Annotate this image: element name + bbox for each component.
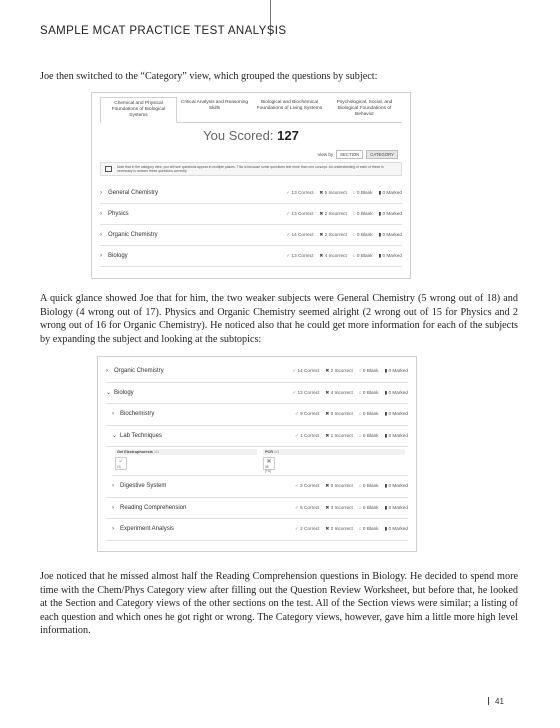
subtopic-row-biochemistry[interactable] — [106, 404, 408, 426]
category-note — [100, 162, 402, 176]
chevron-right-icon: › — [112, 483, 114, 490]
marked-count: ▮ 0 Marked — [385, 411, 408, 417]
subtopic-gel-electrophoresis — [112, 447, 260, 475]
subtopic-name: Lab Techniques — [120, 432, 162, 439]
subtopic-row-experiment-analysis[interactable] — [106, 519, 408, 541]
incorrect-count: ✖ 5 Incorrect — [319, 190, 346, 196]
correct-count: ✓ 13 Correct — [286, 253, 313, 259]
category-view-button[interactable]: CATEGORY — [366, 150, 398, 159]
incorrect-count: ✖ 2 Incorrect — [319, 232, 346, 238]
category-stats — [286, 211, 402, 217]
marked-count: ▮ 0 Marked — [379, 211, 402, 217]
subtopic-stats — [295, 433, 408, 439]
category-name: Physics — [108, 211, 129, 217]
paragraph-analysis: A quick glance showed Joe that for him, the two weaker subjects were General Chemistry (5 wrong out of 18) and Biology (4 wrong out of 17). Physics and Organic Chemistry seemed alright (2 wrong out of 15 for Physics and 2 wrong out of 16 for Organic Chemistry). He noticed also that he could get more information for each of the subjects by expanding the subject and looking at the subtopics: — [40, 293, 518, 345]
chevron-right-icon: › — [112, 504, 114, 511]
incorrect-count: ✖ 2 Incorrect — [325, 368, 352, 374]
category-stats — [292, 368, 408, 374]
subtopic-stats — [295, 526, 408, 532]
chevron-right-icon: › — [100, 190, 102, 196]
blank-count: ○ 0 Blank — [359, 390, 379, 396]
blank-count: ○ 0 Blank — [353, 190, 373, 196]
marked-count: ▮ 0 Marked — [379, 190, 402, 196]
blank-count: ○ 0 Blank — [359, 526, 379, 532]
blank-count: ○ 0 Blank — [353, 253, 373, 259]
marked-count: ▮ 0 Marked — [385, 390, 408, 396]
subtopic-pcr — [260, 447, 408, 475]
blank-count: ○ 0 Blank — [359, 505, 379, 511]
marked-count: ▮ 0 Marked — [385, 483, 408, 489]
section-tabs — [100, 97, 402, 123]
check-icon: ✓ — [118, 459, 124, 465]
incorrect-count: ✖ 3 Incorrect — [325, 505, 352, 511]
blank-count: ○ 0 Blank — [353, 211, 373, 217]
tab-chem-phys[interactable]: Chemical and Physical Foundations of Biological Systems — [100, 97, 177, 123]
correct-count: ✓ 13 Correct — [286, 190, 313, 196]
subtopic-stats — [295, 505, 408, 511]
tab-cars[interactable]: Critical Analysis and Reasoning Skills — [180, 100, 249, 111]
correct-count: ✓ 14 Correct — [292, 368, 319, 374]
chevron-right-icon: › — [112, 526, 114, 533]
subtopic-row-lab-techniques[interactable] — [106, 426, 408, 448]
subtopic-name: Experiment Analysis — [120, 526, 175, 533]
category-stats — [286, 232, 402, 238]
chevron-down-icon: ⌄ — [112, 433, 118, 440]
incorrect-count: ✖ 1 Incorrect — [325, 433, 352, 439]
blank-count: ○ 0 Blank — [359, 368, 379, 374]
running-head: SAMPLE MCAT PRACTICE TEST ANALYSIS — [40, 25, 287, 37]
folio-rule — [488, 697, 489, 705]
chevron-right-icon: › — [106, 368, 108, 375]
correct-count: ✓ 13 Correct — [292, 390, 319, 396]
marked-count: ▮ 0 Marked — [379, 253, 402, 259]
subtopic-row-digestive-system[interactable] — [106, 476, 408, 498]
subtopic-list — [106, 361, 408, 541]
category-stats — [292, 390, 408, 396]
subtopic-name: Digestive System — [120, 483, 167, 490]
subtopic-name: Reading Comprehension — [120, 504, 187, 511]
blank-count: ○ 0 Blank — [359, 483, 379, 489]
correct-count: ✓ 5 Correct — [295, 505, 320, 511]
chevron-right-icon: › — [100, 211, 102, 217]
subtopic-row-reading-comprehension[interactable] — [106, 498, 408, 520]
category-row-organic-chemistry[interactable] — [100, 225, 402, 246]
incorrect-count: ✖ 2 Incorrect — [325, 526, 352, 532]
correct-count: ✓ 1 Correct — [295, 433, 320, 439]
category-row-organic-chemistry[interactable] — [106, 361, 408, 383]
lab-techniques-detail — [112, 447, 408, 476]
correct-count: ✓ 2 Correct — [295, 526, 320, 532]
question-tile-incorrect[interactable] — [263, 457, 275, 473]
chevron-right-icon: › — [112, 411, 114, 418]
correct-count: ✓ 14 Correct — [286, 232, 313, 238]
subtopic-heading: PCR 0/1 — [263, 449, 405, 455]
paragraph-intro: Joe then switched to the “Category” view, which grouped the questions by subject: — [40, 71, 378, 82]
category-view-screenshot — [91, 92, 411, 279]
chevron-right-icon: › — [100, 253, 102, 259]
category-row-general-chemistry[interactable] — [100, 183, 402, 204]
marked-count: ▮ 0 Marked — [385, 433, 408, 439]
chevron-right-icon: › — [100, 232, 102, 238]
marked-count: ▮ 0 Marked — [385, 526, 408, 532]
view-by-toggle — [317, 150, 398, 159]
category-stats — [286, 190, 402, 196]
blank-count: ○ 0 Blank — [359, 411, 379, 417]
category-list — [100, 183, 402, 267]
tab-psych-soc[interactable]: Psychological, Social, and Biological Foundations of Behavior — [336, 100, 393, 117]
flag-icon — [105, 166, 112, 172]
blank-count: ○ 0 Blank — [353, 232, 373, 238]
score-label: You Scored: — [203, 128, 274, 143]
page-number: 41 — [488, 697, 504, 706]
question-number: 35 (+4) — [265, 465, 271, 473]
incorrect-count: ✖ 0 Incorrect — [325, 411, 352, 417]
category-name: General Chemistry — [108, 190, 159, 196]
category-name: Biology — [114, 389, 134, 396]
incorrect-count: ✖ 4 Incorrect — [319, 253, 346, 259]
subtopic-stats — [295, 411, 408, 417]
subtopic-view-screenshot — [97, 356, 417, 552]
blank-count: ○ 0 Blank — [359, 433, 379, 439]
category-name: Biology — [108, 253, 128, 259]
correct-count: ✓ 9 Correct — [295, 411, 320, 417]
x-icon: ✖ — [266, 459, 272, 465]
score-value: 127 — [277, 128, 299, 143]
marked-count: ▮ 0 Marked — [379, 232, 402, 238]
subtopic-name: Biochemistry — [120, 411, 155, 418]
subtopic-heading: Gel Electrophoresis 1/1 — [115, 449, 257, 455]
category-row-biology[interactable] — [106, 383, 408, 405]
marked-count: ▮ 0 Marked — [385, 505, 408, 511]
correct-count: ✓ 13 Correct — [286, 211, 313, 217]
subtopic-stats — [295, 483, 408, 489]
marked-count: ▮ 0 Marked — [385, 368, 408, 374]
category-name: Organic Chemistry — [114, 368, 164, 375]
question-number: 13 — [117, 465, 121, 469]
category-row-biology[interactable] — [100, 246, 402, 267]
incorrect-count: ✖ 4 Incorrect — [325, 390, 352, 396]
question-tile-correct[interactable] — [115, 457, 127, 470]
chevron-down-icon: ⌄ — [106, 390, 112, 397]
incorrect-count: ✖ 0 Incorrect — [325, 483, 352, 489]
category-name: Organic Chemistry — [108, 232, 158, 238]
score-display — [92, 128, 410, 144]
section-view-button[interactable]: SECTION — [336, 150, 363, 159]
incorrect-count: ✖ 2 Incorrect — [319, 211, 346, 217]
category-row-physics[interactable] — [100, 204, 402, 225]
paragraph-conclusion: Joe noticed that he missed almost half the Reading Comprehension questions in Biology. He decided to spend more time with the Chem/Phys Category view after filling out the Question Review Worksheet, but before that, he looked at the Section and Category views of the other sections on the test. All of the Section views were similar; a listing of each question and which ones he got right or wrong. The Category views, however, gave him a little more high level information. — [40, 571, 518, 637]
note-text: Note that in the category view, you will see questions appear in multiple places. This is because some questions test more than one concept. An understanding of each of these is necessary to answer these questions correctly. — [117, 164, 384, 173]
correct-count: ✓ 2 Correct — [295, 483, 320, 489]
view-by-label: View by — [317, 152, 334, 157]
category-stats — [286, 253, 402, 259]
tab-bio-biochem[interactable]: Biological and Biochemical Foundations of Living Systems — [256, 100, 323, 111]
